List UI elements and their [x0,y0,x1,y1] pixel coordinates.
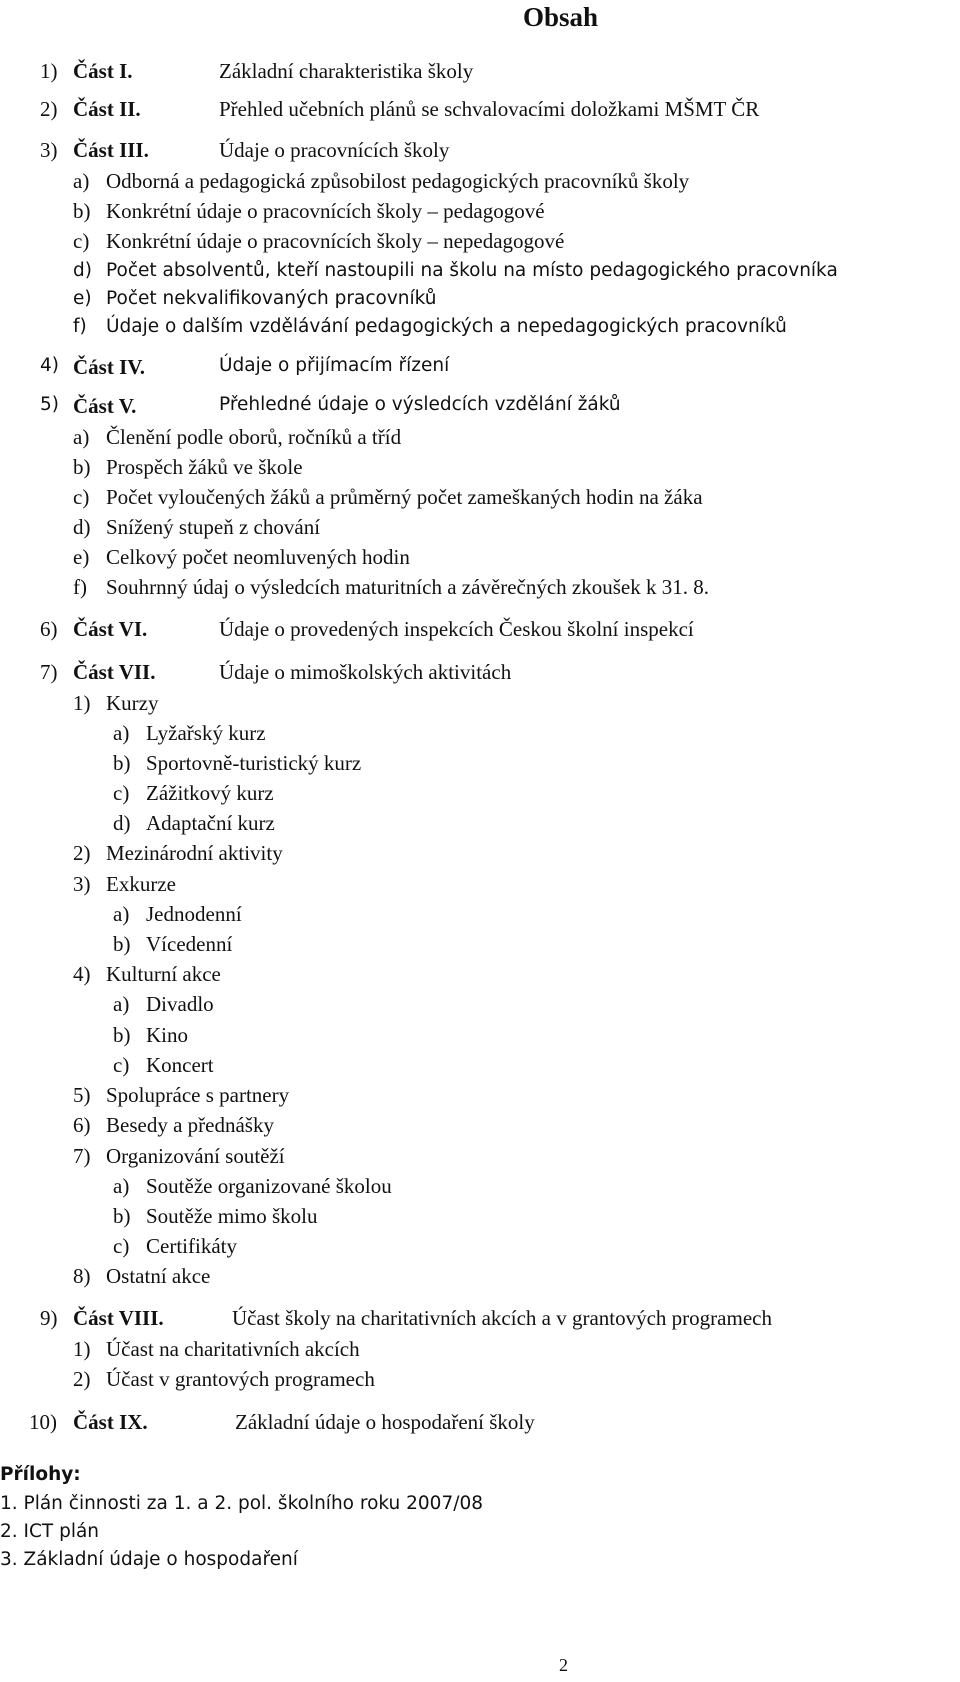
item-letter: f) [73,316,87,337]
section-title: Údaje o přijímacím řízení [219,355,450,376]
list-item [113,751,362,775]
section-title: Účast školy na charitativních akcích a v grantových programech [232,1306,772,1330]
item-letter: a) [113,992,130,1016]
item-number: 2) [73,1367,91,1391]
section-number: 9) [40,1306,58,1330]
item-text: Besedy a přednášky [106,1113,274,1137]
item-letter: e) [73,288,92,309]
item-text: Adaptační kurz [146,811,275,835]
section-title: Údaje o mimoškolských aktivitách [219,660,512,684]
section-number: 2) [40,97,58,121]
item-letter: d) [73,515,91,539]
item-letter: b) [73,455,91,479]
item-text: Členění podle oborů, ročníků a tříd [106,425,402,449]
item-text: Počet vyloučených žáků a průměrný počet zameškaných hodin na žáka [106,485,703,509]
item-text: Exkurze [106,872,176,896]
section-title: Základní údaje o hospodaření školy [235,1410,535,1434]
section-row [40,97,760,121]
page-title: Obsah [523,2,599,32]
section-row [40,394,621,418]
item-number: 8) [73,1264,91,1288]
item-letter: b) [113,1023,131,1047]
list-item [113,721,266,745]
item-number: 4) [73,962,91,986]
list-item [73,575,709,599]
list-item [113,992,214,1016]
page-number: 2 [559,1655,568,1675]
section-label: Část IX. [73,1410,148,1434]
item-text: Soutěže mimo školu [146,1204,318,1228]
section-title: Základní charakteristika školy [219,59,474,83]
section-label: Část VII. [73,660,156,684]
item-number: 3) [73,872,91,896]
section-label: Část VIII. [73,1306,164,1330]
item-text: Koncert [146,1053,214,1077]
list-item [73,515,321,539]
item-text: Počet nekvalifikovaných pracovníků [106,288,437,309]
item-number: 2) [73,841,91,865]
item-letter: a) [113,1174,130,1198]
item-letter: b) [113,751,131,775]
item-text: Konkrétní údaje o pracovnících školy – pedagogové [106,199,545,223]
list-item [73,229,565,253]
item-text: Prospěch žáků ve škole [106,455,303,479]
list-item [73,1144,285,1168]
list-item [113,1234,237,1258]
list-item [73,1264,211,1288]
item-letter: a) [113,721,130,745]
item-letter: b) [113,1204,131,1228]
item-number: 1) [73,691,91,715]
list-item [113,1174,392,1198]
list-item [73,872,176,896]
item-text: Divadlo [146,992,214,1016]
item-number: 5) [73,1083,91,1107]
item-letter: d) [73,260,92,281]
section-title: Přehledné údaje o výsledcích vzdělání žáků [219,394,621,415]
list-item [113,781,274,805]
item-text: Jednodenní [146,902,242,926]
item-text: Ostatní akce [106,1264,211,1288]
item-text: Certifikáty [146,1234,237,1258]
item-text: Celkový počet neomluvených hodin [106,545,410,569]
section-number: 4) [40,355,59,376]
item-letter: c) [113,1234,130,1258]
item-text: Zážitkový kurz [146,781,274,805]
item-text: Kino [146,1023,188,1047]
section-number: 3) [40,138,58,162]
item-text: Soutěže organizované školou [146,1174,392,1198]
list-item [113,1204,318,1228]
list-item [73,691,159,715]
section-label: Část III. [73,138,149,162]
section-row [40,59,474,83]
list-item [73,425,402,449]
item-letter: b) [113,932,131,956]
attachment-item: 3. Základní údaje o hospodaření [0,1549,298,1570]
section-row [40,1306,772,1330]
list-item [73,485,703,509]
item-text: Konkrétní údaje o pracovnících školy – nepedagogové [106,229,565,253]
list-item [113,932,233,956]
item-letter: c) [73,229,90,253]
section-row [40,660,512,684]
section-number: 10) [29,1410,57,1434]
item-text: Spolupráce s partnery [106,1083,290,1107]
item-letter: a) [73,169,90,193]
item-text: Kulturní akce [106,962,221,986]
item-number: 7) [73,1144,91,1168]
item-letter: d) [113,811,131,835]
section-label: Část I. [73,59,133,83]
item-text: Lyžařský kurz [146,721,266,745]
list-item [73,288,437,309]
list-item [73,962,221,986]
attachment-item: 2. ICT plán [0,1521,100,1542]
item-letter: b) [73,199,91,223]
item-letter: e) [73,545,90,569]
list-item [113,902,242,926]
list-item [73,316,787,337]
section-number: 1) [40,59,58,83]
section-row [29,1410,535,1434]
item-number: 1) [73,1337,91,1361]
list-item [73,1113,274,1137]
list-item [73,1337,360,1361]
section-title: Přehled učebních plánů se schvalovacími doložkami MŠMT ČR [219,97,760,121]
section-label: Část II. [73,97,141,121]
attachments-heading: Přílohy: [0,1464,81,1485]
item-letter: a) [73,425,90,449]
section-row [40,138,450,162]
item-text: Účast v grantových programech [106,1367,375,1391]
section-label: Část V. [73,394,137,418]
section-label: Část VI. [73,617,148,641]
item-letter: f) [73,575,87,599]
item-letter: c) [113,781,130,805]
section-label: Část IV. [73,355,145,379]
list-item [73,455,303,479]
list-item [73,1083,290,1107]
item-letter: a) [113,902,130,926]
list-item [73,1367,375,1391]
item-text: Účast na charitativních akcích [106,1337,360,1361]
list-item [73,545,410,569]
section-number: 5) [40,394,59,415]
item-text: Mezinárodní aktivity [106,841,283,865]
item-text: Snížený stupeň z chování [106,515,321,539]
list-item [113,811,275,835]
item-letter: c) [113,1053,130,1077]
item-text: Údaje o dalším vzdělávání pedagogických a nepedagogických pracovníků [106,316,787,337]
list-item [73,169,690,193]
list-item [73,199,545,223]
section-number: 7) [40,660,58,684]
item-letter: c) [73,485,90,509]
section-title: Údaje o provedených inspekcích Českou školní inspekcí [219,617,694,641]
item-text: Kurzy [106,691,159,715]
list-item [73,841,283,865]
section-number: 6) [40,617,58,641]
item-text: Odborná a pedagogická způsobilost pedagogických pracovníků školy [106,169,690,193]
item-text: Souhrnný údaj o výsledcích maturitních a závěrečných zkoušek k 31. 8. [106,575,709,599]
item-text: Organizování soutěží [106,1144,285,1168]
item-text: Sportovně-turistický kurz [146,751,362,775]
section-row [40,355,450,379]
attachment-item: 1. Plán činnosti za 1. a 2. pol. školního roku 2007/08 [0,1493,483,1514]
list-item [113,1053,214,1077]
section-title: Údaje o pracovnících školy [219,138,450,162]
item-number: 6) [73,1113,91,1137]
list-item [113,1023,188,1047]
section-row [40,617,694,641]
item-text: Vícedenní [146,932,233,956]
list-item [73,260,838,281]
item-text: Počet absolventů, kteří nastoupili na školu na místo pedagogického pracovníka [106,260,838,281]
